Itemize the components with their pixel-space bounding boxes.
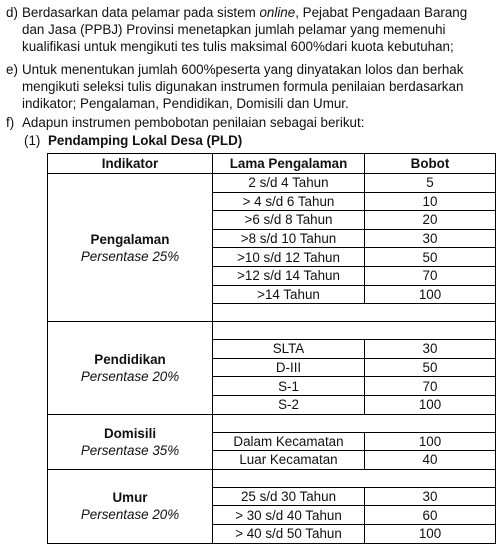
criteria-cell: D-III bbox=[213, 358, 365, 377]
header-indikator: Indikator bbox=[48, 154, 213, 174]
spacer-cell bbox=[213, 322, 496, 340]
indicator-percent: Persentase 25% bbox=[80, 248, 180, 264]
paragraph-line: Berdasarkan data pelamar pada sistem online, Pejabat Pengadaan Barang bbox=[22, 5, 468, 20]
criteria-cell: >10 s/d 12 Tahun bbox=[213, 248, 365, 267]
paragraph-line: mengikuti seleksi tulis digunakan instrumen formula penilaian berdasarkan bbox=[22, 79, 464, 95]
score-cell: 30 bbox=[365, 229, 496, 248]
indicator-umur bbox=[48, 469, 213, 543]
score-cell: 30 bbox=[365, 340, 496, 359]
score-cell: 50 bbox=[365, 248, 496, 267]
header-lama-pengalaman: Lama Pengalaman bbox=[213, 154, 365, 174]
paragraph-line: kualifikasi untuk mengikuti tes tulis maksimal 600%dari kuota kebutuhan; bbox=[22, 39, 454, 55]
indicator-name: Domisili bbox=[103, 425, 157, 441]
paragraph-text bbox=[22, 114, 495, 131]
header-bobot: Bobot bbox=[365, 154, 496, 174]
paragraph-text bbox=[22, 61, 495, 113]
score-cell: 100 bbox=[365, 395, 496, 414]
indicator-name: Pendidikan bbox=[94, 351, 166, 367]
paragraph-line: dan Jasa (PPBJ) Provinsi menetapkan jumlah pelamar yang memenuhi bbox=[22, 22, 446, 38]
criteria-cell: > 30 s/d 40 Tahun bbox=[213, 506, 365, 525]
criteria-cell: > 40 s/d 50 Tahun bbox=[213, 524, 365, 543]
criteria-cell: 25 s/d 30 Tahun bbox=[213, 487, 365, 506]
subsection-heading bbox=[24, 132, 242, 149]
score-cell: 50 bbox=[365, 358, 496, 377]
table-header-row bbox=[48, 154, 496, 174]
table-spacer-row bbox=[48, 469, 496, 487]
indicator-percent: Persentase 20% bbox=[80, 507, 180, 523]
table-spacer-row bbox=[48, 322, 496, 340]
criteria-cell: > 4 s/d 6 Tahun bbox=[213, 192, 365, 211]
score-cell: 60 bbox=[365, 506, 496, 525]
score-cell: 40 bbox=[365, 451, 496, 470]
paragraph-line: Adapun instrumen pembobotan penilaian sebagai berikut: bbox=[22, 115, 365, 130]
criteria-cell: 2 s/d 4 Tahun bbox=[213, 174, 365, 193]
criteria-cell: S-2 bbox=[213, 395, 365, 414]
table-spacer-row bbox=[48, 414, 496, 432]
weighting-table bbox=[47, 153, 496, 544]
score-cell: 20 bbox=[365, 211, 496, 230]
score-cell: 100 bbox=[365, 285, 496, 304]
paragraph-label: d) bbox=[6, 5, 18, 20]
indicator-name: Umur bbox=[112, 490, 148, 506]
score-cell: 100 bbox=[365, 432, 496, 451]
spacer-cell bbox=[213, 469, 496, 487]
indicator-name: Pengalaman bbox=[90, 231, 170, 247]
paragraph-label: f) bbox=[6, 115, 15, 130]
criteria-cell: SLTA bbox=[213, 340, 365, 359]
indicator-domisili bbox=[48, 414, 213, 469]
spacer-cell bbox=[213, 304, 496, 322]
indicator-percent: Persentase 20% bbox=[80, 368, 180, 384]
criteria-cell: >8 s/d 10 Tahun bbox=[213, 229, 365, 248]
criteria-cell: >6 s/d 8 Tahun bbox=[213, 211, 365, 230]
criteria-cell: >14 Tahun bbox=[213, 285, 365, 304]
paragraph-line: Untuk menentukan jumlah 600%peserta yang dinyatakan lolos dan berhak bbox=[22, 62, 464, 77]
criteria-cell: Luar Kecamatan bbox=[213, 451, 365, 470]
indicator-percent: Persentase 35% bbox=[80, 442, 180, 458]
table-row bbox=[48, 174, 496, 193]
indicator-pendidikan bbox=[48, 322, 213, 414]
subsection-title: Pendamping Lokal Desa (PLD) bbox=[48, 133, 243, 148]
criteria-cell: Dalam Kecamatan bbox=[213, 432, 365, 451]
score-cell: 70 bbox=[365, 266, 496, 285]
indicator-pengalaman bbox=[48, 174, 213, 322]
spacer-cell bbox=[213, 414, 496, 432]
paragraph-label: e) bbox=[6, 62, 18, 77]
score-cell: 10 bbox=[365, 192, 496, 211]
criteria-cell: >12 s/d 14 Tahun bbox=[213, 266, 365, 285]
subsection-number: (1) bbox=[24, 133, 41, 148]
score-cell: 5 bbox=[365, 174, 496, 193]
paragraph-text bbox=[22, 4, 495, 56]
criteria-cell: S-1 bbox=[213, 377, 365, 396]
emphasis-online: online bbox=[259, 5, 296, 20]
score-cell: 100 bbox=[365, 524, 496, 543]
score-cell: 70 bbox=[365, 377, 496, 396]
score-cell: 30 bbox=[365, 487, 496, 506]
paragraph-line: indikator; Pengalaman, Pendidikan, Domisili dan Umur. bbox=[22, 96, 349, 112]
